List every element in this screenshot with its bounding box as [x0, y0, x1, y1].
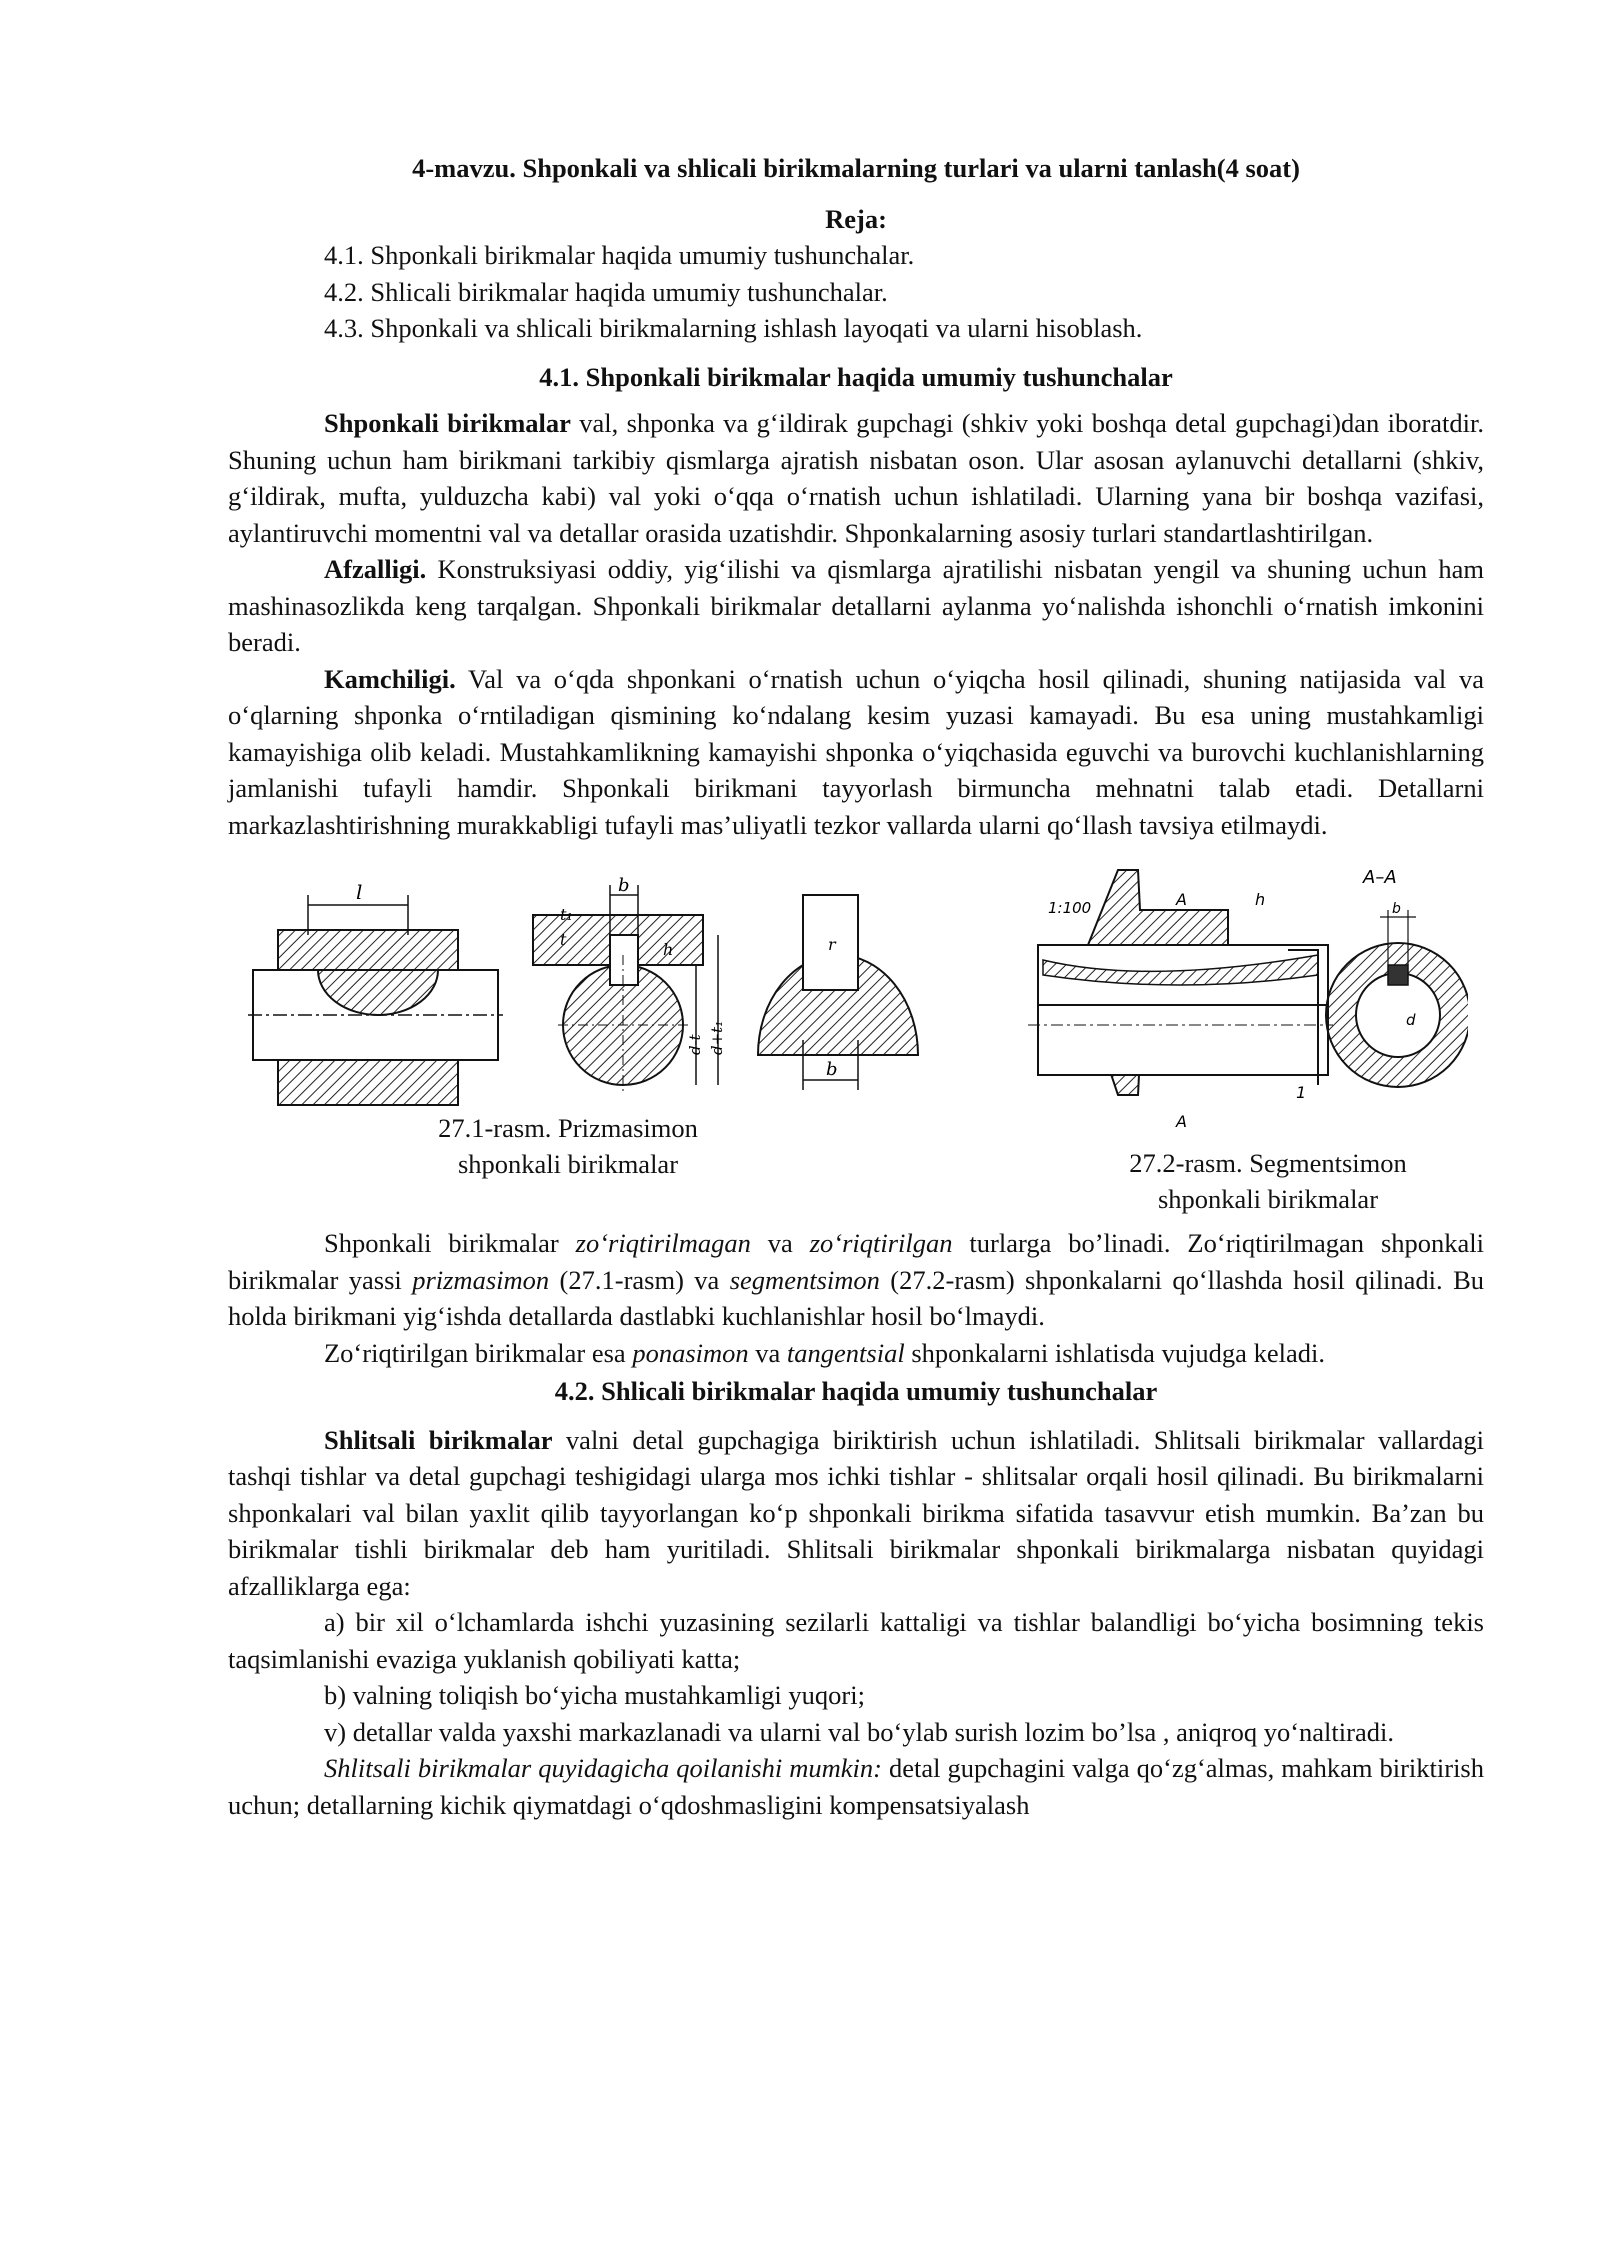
term-italic: segmentsimon — [729, 1264, 880, 1295]
paragraph-text: (27.2-rasm) shponkalarni qo‘llashda hosil qilinadi. Bu holda birikmani yig‘ishda detallarda dastlabki kuchlanishlar hosil bo‘lmaydi. — [228, 1264, 1485, 1331]
section-heading-4-1: 4.1. Shponkali birikmalar haqida umumiy tushunchalar — [539, 361, 1173, 392]
paragraph — [228, 1750, 1484, 1823]
paragraph-text: Shponkali birikmalar — [324, 1228, 576, 1258]
label-one: 1 — [1296, 1083, 1307, 1102]
section-heading-4-2: 4.2. Shlicali birikmalar haqida umumiy tushunchalar — [554, 1376, 1158, 1406]
label-t: t — [560, 930, 567, 949]
caption-line: shponkali birikmalar — [457, 1149, 679, 1179]
paragraph — [228, 551, 1484, 661]
plan-heading: Reja: — [825, 203, 887, 234]
plan-list — [324, 237, 1484, 347]
paragraph — [228, 661, 1484, 844]
paragraph-text: turlarga bo’linadi. Zo‘riqtirilmagan shponkali birikmalar yassi — [228, 1228, 1484, 1295]
label-h: h — [663, 940, 674, 959]
term-bold: Shponkali birikmalar — [324, 408, 571, 438]
paragraph-text: shponkalarni ishlatisda vujudga keladi. — [904, 1337, 1325, 1368]
label-l: l — [356, 880, 363, 904]
paragraph-text: Zo‘riqtirilgan birikmalar esa — [324, 1337, 633, 1368]
label-b2: b — [826, 1059, 838, 1080]
paragraph — [228, 405, 1484, 551]
plan-item: 4.2. Shlicali birikmalar haqida umumiy tushunchalar. — [324, 276, 888, 307]
figure-27-1-caption — [398, 1110, 738, 1182]
term-italic: ponasimon — [632, 1337, 749, 1368]
document-page — [228, 150, 1484, 1823]
paragraph-text: valni detal gupchagiga biriktirish uchun ishlatiladi. Shlitsali birikmalar vallardagi tashqi tishlar va detal gupchagi teshigidagi ularga mos ichki tishlar - shlitsalar orqali hosil qilinadi. Bu birikmalarni shponkalari val bilan yaxlit qilib tayyorlangan ko‘p shponkali birikma sifatida tasavvur etish mumkin. Ba’zan bu birikmalar tishli birikmalar deb ham yuritiladi. Shlitsali birikmalar shponkali birikmalarga nisbatan quyidagi afzalliklarga ega: — [228, 1424, 1484, 1601]
list-item-v: v) detallar valda yaxshi markazlanadi va ularni val bo‘ylab surish lozim bo’lsa , aniqroq yo‘naltiradi. — [324, 1716, 1394, 1747]
figure-27-2-drawing — [1028, 855, 1468, 1135]
label-h2: h — [1255, 890, 1266, 909]
paragraph-text: val, shponka va g‘ildirak gupchagi (shkiv yoki boshqa detal gupchagi)dan iboratdir. Shuning uchun ham birikmani tarkibiy qismlarga ajratish nisbatan oson. Ular asosan aylanuvchi detallarni (shkiv, g‘ildirak, mufta, yulduzcha kabi) val yoki o‘qqa o‘rnatish uchun ishlatiladi. Ularning yana bir boshqa vazifasi, aylantiruvchi momentni val va detallar orasida uzatishdir. Shponkalarning asosiy turlari standartlashtirilgan. — [228, 408, 1484, 548]
paragraph-text: detal gupchagini valga qo‘zg‘almas, mahkam biriktirish uchun; detallarning kichik qiymatdagi o‘qdoshmasligini kompensatsiyalash — [228, 1753, 1484, 1820]
term-italic: prizmasimon — [412, 1264, 550, 1295]
paragraph-text: va — [750, 1228, 810, 1258]
label-d-plus-t1: d+t₁ — [708, 1020, 726, 1055]
paragraph — [228, 1335, 1484, 1372]
paragraph — [228, 1225, 1484, 1335]
term-italic: zo‘riqtirilmagan — [575, 1228, 751, 1258]
figures-block — [228, 855, 1484, 1225]
term-italic: zo‘riqtirilgan — [809, 1228, 953, 1258]
figure-27-2-caption — [1098, 1145, 1438, 1217]
label-section-aa: A–A — [1363, 867, 1397, 888]
label-d-minus-t: d-t — [686, 1034, 704, 1055]
label-d: d — [1406, 1011, 1416, 1029]
caption-line: 27.1-rasm. Prizmasimon — [438, 1113, 698, 1143]
caption-line: 27.2-rasm. Segmentsimon — [1129, 1148, 1407, 1178]
page-title: 4-mavzu. Shponkali va shlicali birikmalarning turlari va ularni tanlash(4 soat) — [412, 153, 1300, 183]
paragraph-text: va — [748, 1337, 787, 1368]
paragraph — [228, 1422, 1484, 1605]
label-a-bottom: A — [1176, 1112, 1187, 1131]
caption-line: shponkali birikmalar — [1157, 1184, 1379, 1214]
paragraph-text: (27.1-rasm) va — [549, 1264, 730, 1295]
paragraph-text: Konstruksiyasi oddiy, yig‘ilishi va qismlarga ajratilishi nisbatan yengil va shuning uchun ham mashinasozlikda keng tarqalgan. Shponkali birikmalar detallarni aylanma yo‘nalishda ishonchli o‘rnatish imkonini beradi. — [228, 554, 1484, 657]
term-bold: Afzalligi. — [324, 554, 427, 584]
term-italic: Shlitsali birikmalar quyidagicha qoilanishi mumkin: — [324, 1753, 882, 1783]
plan-item: 4.1. Shponkali birikmalar haqida umumiy tushunchalar. — [324, 240, 915, 270]
list-item-a: a) bir xil o‘lchamlarda ishchi yuzasining sezilarli kattaligi va tishlar balandligi bo‘yicha bosimning tekis taqsimlanishi evaziga yuklanish qobiliyati katta; — [228, 1607, 1484, 1674]
plan-item: 4.3. Shponkali va shlicali birikmalarning ishlash layoqati va ularni hisoblash. — [324, 313, 1143, 343]
label-b3: b — [1392, 901, 1401, 917]
label-b: b — [618, 875, 630, 896]
term-italic: tangentsial — [786, 1337, 905, 1368]
term-bold: Kamchiligi. — [324, 663, 456, 694]
label-a-top: A — [1176, 890, 1187, 909]
term-bold: Shlitsali birikmalar — [324, 1424, 553, 1455]
label-r: r — [828, 935, 836, 954]
paragraph-text: Val va o‘qda shponkani o‘rnatish uchun o‘yiqcha hosil qilinadi, shuning natijasida val va o‘qlarning shponka o‘rntiladigan qismining ko‘ndalang kesim yuzasi kamayadi. Bu esa uning mustahkamligi kamayishiga olib keladi. Mustahkamlikning kamayishi shponka o‘yiqchasida eguvchi va burovchi kuchlanishlarning jamlanishi tufayli hamdir. Shponkali birikmani tayyorlash birmuncha mehnatni talab etadi. Detallarni markazlashtirishning murakkabligi tufayli mas’uliyatli tezkor vallarda ularni qo‘llash tavsiya etilmaydi. — [228, 663, 1484, 840]
label-scale: 1:100 — [1048, 899, 1092, 917]
figure-27-1-drawing — [248, 875, 948, 1115]
label-t1: t₁ — [560, 905, 573, 924]
list-item-b: b) valning toliqish bo‘yicha mustahkamligi yuqori; — [324, 1680, 865, 1710]
